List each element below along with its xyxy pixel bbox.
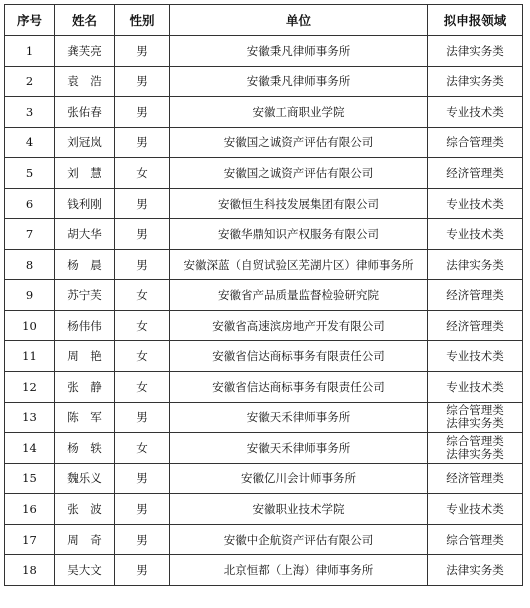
cell-unit: 北京恒都（上海）律师事务所 bbox=[170, 555, 428, 586]
cell-gender: 男 bbox=[115, 66, 170, 97]
cell-gender: 女 bbox=[115, 158, 170, 189]
table-row bbox=[5, 524, 523, 555]
table-row bbox=[5, 310, 523, 341]
table-row bbox=[5, 280, 523, 311]
cell-area bbox=[428, 97, 523, 128]
table-row bbox=[5, 372, 523, 403]
cell-gender: 女 bbox=[115, 280, 170, 311]
cell-no: 11 bbox=[5, 341, 55, 372]
cell-gender: 男 bbox=[115, 36, 170, 67]
cell-name: 袁 浩 bbox=[55, 66, 115, 97]
table-row bbox=[5, 66, 523, 97]
table-row bbox=[5, 127, 523, 158]
cell-no: 16 bbox=[5, 494, 55, 525]
cell-no: 10 bbox=[5, 310, 55, 341]
cell-area bbox=[428, 463, 523, 494]
cell-unit: 安徽国之诚资产评估有限公司 bbox=[170, 127, 428, 158]
cell-gender: 男 bbox=[115, 127, 170, 158]
cell-name: 杨 轶 bbox=[55, 433, 115, 464]
cell-area bbox=[428, 127, 523, 158]
cell-unit: 安徽中企航资产评估有限公司 bbox=[170, 524, 428, 555]
cell-no: 3 bbox=[5, 97, 55, 128]
cell-no: 12 bbox=[5, 372, 55, 403]
cell-no: 18 bbox=[5, 555, 55, 586]
cell-name: 陈 军 bbox=[55, 402, 115, 433]
cell-no: 8 bbox=[5, 249, 55, 280]
table-row bbox=[5, 219, 523, 250]
table-row bbox=[5, 402, 523, 433]
cell-no: 5 bbox=[5, 158, 55, 189]
cell-area bbox=[428, 36, 523, 67]
table-row bbox=[5, 97, 523, 128]
cell-gender: 男 bbox=[115, 249, 170, 280]
cell-name: 杨 晨 bbox=[55, 249, 115, 280]
cell-unit: 安徽秉凡律师事务所 bbox=[170, 36, 428, 67]
table-body bbox=[5, 36, 523, 586]
area-label: 综合管理类 bbox=[446, 433, 504, 448]
area-label: 专业技术类 bbox=[446, 227, 504, 242]
table-row bbox=[5, 433, 523, 464]
cell-gender: 男 bbox=[115, 463, 170, 494]
cell-area bbox=[428, 372, 523, 403]
cell-gender: 女 bbox=[115, 372, 170, 403]
header-name: 姓名 bbox=[55, 5, 115, 36]
table-row bbox=[5, 555, 523, 586]
cell-gender: 女 bbox=[115, 310, 170, 341]
cell-name: 刘冠岚 bbox=[55, 127, 115, 158]
cell-unit: 安徽恒生科技发展集团有限公司 bbox=[170, 188, 428, 219]
cell-no: 14 bbox=[5, 433, 55, 464]
cell-area bbox=[428, 555, 523, 586]
cell-unit: 安徽国之诚资产评估有限公司 bbox=[170, 158, 428, 189]
cell-name: 张 静 bbox=[55, 372, 115, 403]
cell-unit: 安徽秉凡律师事务所 bbox=[170, 66, 428, 97]
table-row bbox=[5, 188, 523, 219]
cell-no: 1 bbox=[5, 36, 55, 67]
cell-gender: 男 bbox=[115, 188, 170, 219]
area-label: 综合管理类 bbox=[446, 135, 504, 150]
cell-name: 胡大华 bbox=[55, 219, 115, 250]
cell-name: 张 波 bbox=[55, 494, 115, 525]
area-label: 经济管理类 bbox=[446, 471, 504, 486]
area-label: 法律实务类 bbox=[446, 74, 504, 89]
cell-gender: 男 bbox=[115, 219, 170, 250]
cell-name: 周 艳 bbox=[55, 341, 115, 372]
cell-unit: 安徽天禾律师事务所 bbox=[170, 402, 428, 433]
cell-area bbox=[428, 524, 523, 555]
cell-unit: 安徽职业技术学院 bbox=[170, 494, 428, 525]
area-label: 法律实务类 bbox=[446, 416, 504, 431]
header-no: 序号 bbox=[5, 5, 55, 36]
cell-no: 7 bbox=[5, 219, 55, 250]
cell-area bbox=[428, 280, 523, 311]
area-label: 经济管理类 bbox=[446, 165, 504, 180]
table-row bbox=[5, 494, 523, 525]
cell-area bbox=[428, 402, 523, 433]
table-row bbox=[5, 249, 523, 280]
cell-name: 刘 慧 bbox=[55, 158, 115, 189]
area-label: 经济管理类 bbox=[446, 318, 504, 333]
cell-no: 4 bbox=[5, 127, 55, 158]
cell-no: 2 bbox=[5, 66, 55, 97]
cell-area bbox=[428, 219, 523, 250]
cell-area bbox=[428, 494, 523, 525]
cell-gender: 男 bbox=[115, 494, 170, 525]
cell-gender: 女 bbox=[115, 341, 170, 372]
cell-name: 张佑春 bbox=[55, 97, 115, 128]
table-header-row bbox=[5, 5, 523, 36]
roster-table bbox=[4, 4, 523, 586]
cell-unit: 安徽省信达商标事务有限责任公司 bbox=[170, 341, 428, 372]
cell-name: 魏乐义 bbox=[55, 463, 115, 494]
area-label: 专业技术类 bbox=[446, 501, 504, 516]
area-label: 专业技术类 bbox=[446, 104, 504, 119]
cell-area bbox=[428, 249, 523, 280]
cell-name: 龚芙亮 bbox=[55, 36, 115, 67]
cell-unit: 安徽工商职业学院 bbox=[170, 97, 428, 128]
cell-area bbox=[428, 158, 523, 189]
cell-area bbox=[428, 188, 523, 219]
cell-unit: 安徽省信达商标事务有限责任公司 bbox=[170, 372, 428, 403]
roster-document bbox=[4, 4, 523, 586]
cell-no: 6 bbox=[5, 188, 55, 219]
area-label: 法律实务类 bbox=[446, 446, 504, 461]
cell-unit: 安徽深蓝（自贸试验区芜湖片区）律师事务所 bbox=[170, 249, 428, 280]
cell-no: 17 bbox=[5, 524, 55, 555]
cell-area bbox=[428, 433, 523, 464]
cell-no: 9 bbox=[5, 280, 55, 311]
cell-gender: 男 bbox=[115, 402, 170, 433]
cell-no: 15 bbox=[5, 463, 55, 494]
cell-gender: 女 bbox=[115, 433, 170, 464]
header-unit: 单位 bbox=[170, 5, 428, 36]
area-label: 法律实务类 bbox=[446, 43, 504, 58]
header-area: 拟申报领域 bbox=[428, 5, 523, 36]
cell-name: 周 奇 bbox=[55, 524, 115, 555]
table-row bbox=[5, 36, 523, 67]
cell-area bbox=[428, 66, 523, 97]
cell-name: 苏宁芙 bbox=[55, 280, 115, 311]
cell-unit: 安徽华鼎知识产权服务有限公司 bbox=[170, 219, 428, 250]
area-label: 综合管理类 bbox=[446, 532, 504, 547]
area-label: 专业技术类 bbox=[446, 196, 504, 211]
cell-gender: 男 bbox=[115, 555, 170, 586]
cell-unit: 安徽亿川会计师事务所 bbox=[170, 463, 428, 494]
cell-unit: 安徽天禾律师事务所 bbox=[170, 433, 428, 464]
cell-name: 吴大文 bbox=[55, 555, 115, 586]
area-label: 专业技术类 bbox=[446, 349, 504, 364]
cell-gender: 男 bbox=[115, 97, 170, 128]
cell-unit: 安徽省高速滨房地产开发有限公司 bbox=[170, 310, 428, 341]
area-label: 法律实务类 bbox=[446, 563, 504, 578]
area-label: 经济管理类 bbox=[446, 288, 504, 303]
table-row bbox=[5, 463, 523, 494]
area-label: 法律实务类 bbox=[446, 257, 504, 272]
table-row bbox=[5, 341, 523, 372]
cell-name: 钱利刚 bbox=[55, 188, 115, 219]
cell-area bbox=[428, 310, 523, 341]
area-label: 综合管理类 bbox=[446, 403, 504, 418]
cell-unit: 安徽省产品质量监督检验研究院 bbox=[170, 280, 428, 311]
header-gender: 性别 bbox=[115, 5, 170, 36]
area-label: 专业技术类 bbox=[446, 379, 504, 394]
cell-area bbox=[428, 341, 523, 372]
cell-name: 杨伟伟 bbox=[55, 310, 115, 341]
cell-no: 13 bbox=[5, 402, 55, 433]
cell-gender: 男 bbox=[115, 524, 170, 555]
table-row bbox=[5, 158, 523, 189]
